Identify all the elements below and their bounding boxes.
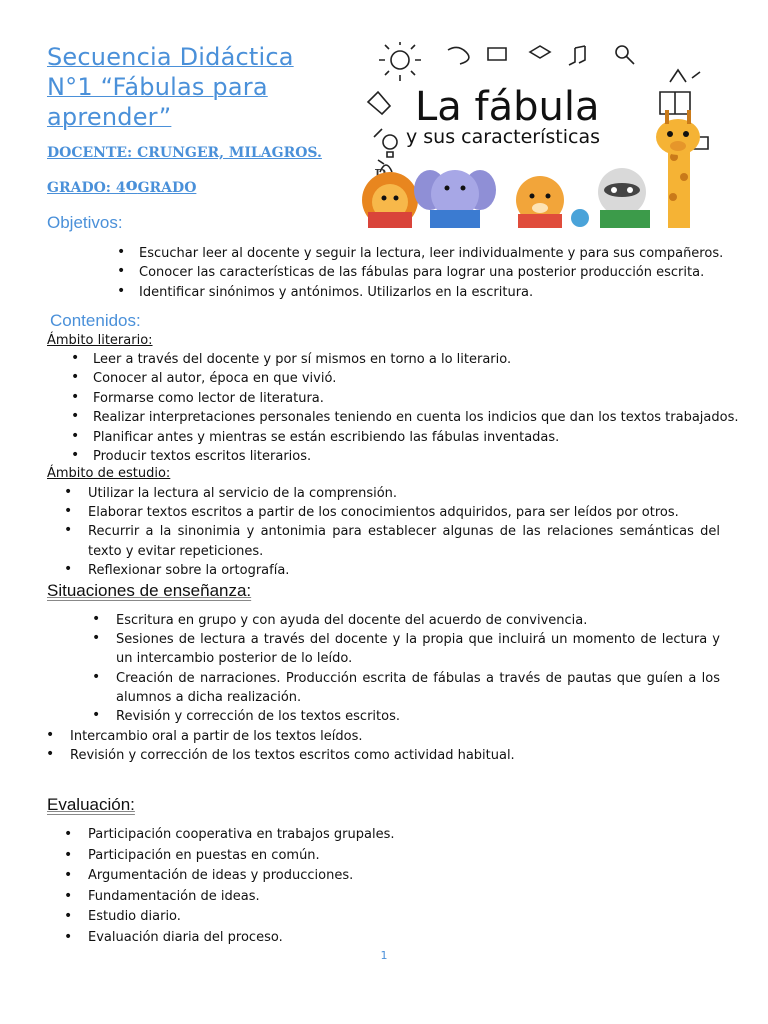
grado-line bbox=[47, 176, 196, 197]
situaciones-heading: Situaciones de enseñanza: bbox=[47, 581, 252, 600]
ambito-estudio-label: Ámbito de estudio: bbox=[47, 466, 171, 481]
list-item: • Escritura en grupo y con ayuda del docente del acuerdo de convivencia. bbox=[116, 611, 720, 630]
list-item: • Recurrir a la sinonimia y antonimia para establecer algunas de las relaciones semánticas del texto y evitar repeticiones. bbox=[88, 522, 720, 560]
list-item: • Participación en puestas en común. bbox=[88, 846, 718, 867]
docente-line: DOCENTE: CRUNGER, MILAGROS. bbox=[47, 145, 322, 161]
objetivos-list bbox=[139, 244, 724, 302]
list-item: • Planificar antes y mientras se están escribiendo las fábulas inventadas. bbox=[93, 428, 723, 447]
illustration-subtitle: y sus características bbox=[406, 126, 600, 148]
situaciones-list bbox=[116, 611, 720, 726]
title-line-1: Secuencia Didáctica bbox=[47, 43, 294, 71]
objetivos-heading: Objetivos: bbox=[47, 213, 123, 232]
list-item: • Revisión y corrección de los textos escritos. bbox=[116, 707, 720, 726]
grado-prefix: GRADO: 4 bbox=[47, 180, 126, 196]
list-item: • Evaluación diaria del proceso. bbox=[88, 928, 718, 949]
situaciones-outer-list bbox=[70, 727, 720, 766]
list-item: • Escuchar leer al docente y seguir la lectura, leer individualmente y para sus compañeros. bbox=[139, 244, 719, 263]
illustration-svg bbox=[360, 42, 711, 228]
list-item: • Estudio diario. bbox=[88, 907, 718, 928]
list-item: • Formarse como lector de literatura. bbox=[93, 389, 723, 408]
list-item: • Sesiones de lectura a través del docente y la propia que incluirá un momento de lectura y un intercambio posterior de lo leído. bbox=[116, 630, 720, 668]
list-item: • Producir textos escritos literarios. bbox=[93, 447, 723, 466]
grado-superscript: o bbox=[125, 174, 138, 195]
list-item: • Fundamentación de ideas. bbox=[88, 887, 718, 908]
document-title bbox=[47, 42, 347, 132]
list-item: • Conocer las características de las fábulas para lograr una posterior producción escrita. bbox=[139, 263, 719, 282]
fabula-illustration bbox=[360, 42, 711, 228]
list-item: • Leer a través del docente y por sí mismos en torno a lo literario. bbox=[93, 350, 723, 369]
elephant-icon bbox=[414, 170, 496, 228]
title-line-2: N°1 “Fábulas para bbox=[47, 73, 268, 101]
list-item: • Reflexionar sobre la ortografía. bbox=[88, 561, 720, 580]
grado-suffix: GRADO bbox=[137, 180, 197, 196]
lion-icon bbox=[362, 172, 418, 228]
list-item: • Realizar interpretaciones personales teniendo en cuenta los indicios que dan los textos trabajados. bbox=[93, 408, 723, 427]
illustration-title: La fábula bbox=[415, 84, 600, 130]
title-line-3: aprender” bbox=[47, 103, 172, 131]
tiger-icon bbox=[516, 176, 564, 228]
list-item: • Intercambio oral a partir de los textos leídos. bbox=[70, 727, 720, 746]
list-item: • Utilizar la lectura al servicio de la comprensión. bbox=[88, 484, 720, 503]
raccoon-icon bbox=[598, 168, 650, 228]
page-number: 1 bbox=[380, 949, 388, 962]
list-item: • Identificar sinónimos y antónimos. Utilizarlos en la escritura. bbox=[139, 283, 719, 302]
estudio-list bbox=[88, 484, 720, 580]
list-item: • Conocer al autor, época en que vivió. bbox=[93, 369, 723, 388]
contenidos-heading: Contenidos: bbox=[50, 311, 141, 330]
ambito-literario-label: Ámbito literario: bbox=[47, 333, 153, 348]
list-item: • Participación cooperativa en trabajos grupales. bbox=[88, 825, 718, 846]
list-item: • Creación de narraciones. Producción escrita de fábulas a través de pautas que guíen a los alumnos a dicha realización. bbox=[116, 669, 720, 707]
evaluacion-heading: Evaluación: bbox=[47, 795, 135, 814]
list-item: • Elaborar textos escritos a partir de los conocimientos adquiridos, para ser leídos por otros. bbox=[88, 503, 720, 522]
evaluacion-list bbox=[88, 825, 718, 949]
list-item: • Revisión y corrección de los textos escritos como actividad habitual. bbox=[70, 746, 720, 765]
list-item: • Argumentación de ideas y producciones. bbox=[88, 866, 718, 887]
literario-list bbox=[93, 350, 739, 466]
giraffe-icon bbox=[656, 110, 700, 228]
